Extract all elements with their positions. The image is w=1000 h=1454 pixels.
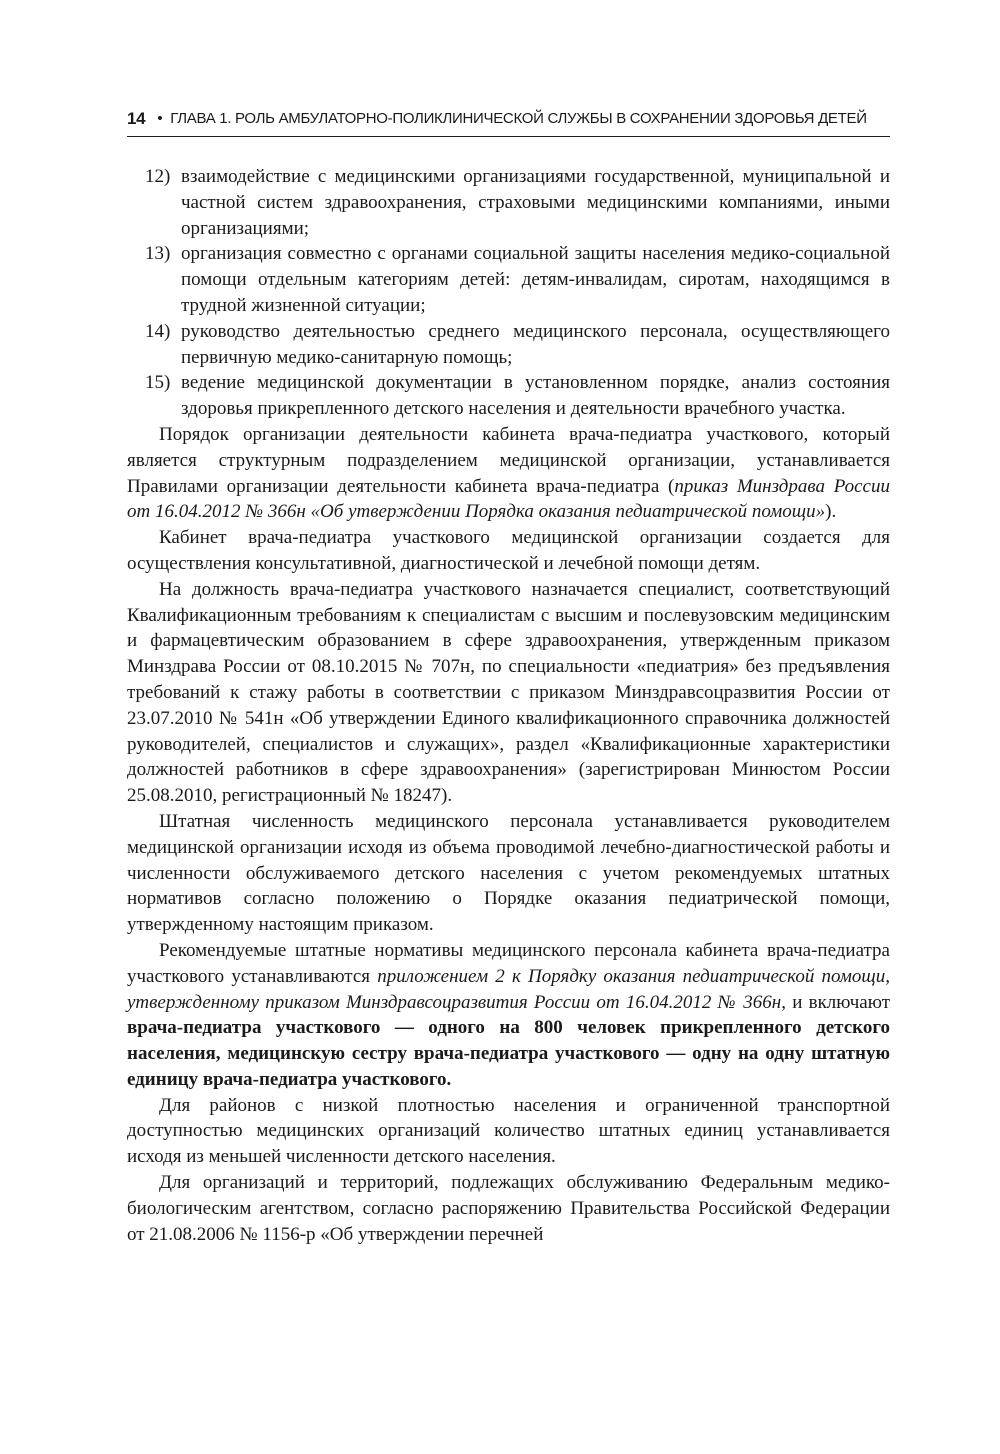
- list-item: [127, 164, 890, 241]
- list-item: [127, 370, 890, 422]
- list-item-number: 12): [145, 166, 171, 187]
- paragraph-tail: ).: [825, 501, 837, 523]
- header-bullet: •: [157, 110, 163, 127]
- paragraph-position: На должность врача-педиатра участкового назначается специалист, соответствующий Квалификационным требованиям к специалистам с высшим и послевузовским медицинским и фармацевтическим образованием в сфере здравоохранения, утвержденным приказом Минздрава России от 08.10.2015 № 707н, по специальности «педиатрия» без предъявления требований к стажу работы в соответствии с приказом Минздравсоцразвития России от 23.07.2010 № 541н «Об утверждении Единого квалификационного справочника должностей руководителей, специалистов и служащих», раздел «Квалификационные характеристики должностей работников в сфере здравоохранения» (зарегистрирован Минюстом России 25.08.2010, регистрационный № 18247).: [127, 578, 890, 807]
- paragraph-middle: , и включают: [781, 991, 890, 1013]
- running-title: ГЛАВА 1. РОЛЬ АМБУЛАТОРНО-ПОЛИКЛИНИЧЕСКОЙ СЛУЖБЫ В СОХРАНЕНИИ ЗДОРОВЬЯ ДЕТЕЙ: [170, 110, 867, 127]
- paragraph-text: Порядок организации деятельности кабинета врача-педиатра участкового, который является структурным подразделением медицинской организации, устанавливается Правилами организации деятельности кабинета врача-педиатра (: [127, 423, 890, 497]
- paragraph-staffing: Штатная численность медицинского персонала устанавливается руководителем медицинской организации исходя из объема проводимой лечебно-диагностической работы и численности обслуживаемого детского населения с учетом рекомендуемых штатных нормативов согласно положению о Порядке оказания педиатрической помощи, утвержденному настоящим приказом.: [127, 810, 890, 936]
- list-item-number: 13): [145, 243, 171, 265]
- paragraph-staff-norms: [127, 938, 890, 1093]
- list-item-text: организация совместно с органами социальной защиты населения медико-социальной помощи отдельным категориям детей: детям-инвалидам, сиротам, находящимся в трудной жизненной ситуации;: [181, 243, 890, 316]
- staff-norm-highlight: врача-педиатра участкового — одного на 800 человек прикрепленного детского населения, медицинскую сестру врача-педиатра участкового — одну на одну штатную единицу врача-педиатра участкового.: [127, 1017, 890, 1090]
- list-item-text: руководство деятельностью среднего медицинского персонала, осуществляющего первичную медико-санитарную помощь;: [181, 320, 890, 368]
- list-item: [127, 241, 890, 318]
- appendix-reference: приложением 2 к Порядку оказания педиатрической помощи, утвержденному приказом Минздравсоцразвития России от 16.04.2012 № 366н: [127, 965, 890, 1013]
- list-item-text: взаимодействие с медицинскими организациями государственной, муниципальной и частной систем здравоохранения, страховыми медицинскими компаниями, иными организациями;: [181, 166, 890, 239]
- paragraph-fmba: Для организаций и территорий, подлежащих обслуживанию Федеральным медико-биологическим агентством, согласно распоряжению Правительства Российской Федерации от 21.08.2006 № 1156-р «Об утверждении перечней: [127, 1172, 890, 1245]
- order-reference: приказ Минздрава России от 16.04.2012 № 366н «Об утверждении Порядка оказания педиатрической помощи»: [127, 475, 890, 523]
- paragraph-cabinet-order: [127, 422, 890, 525]
- list-item: [127, 319, 890, 371]
- list-item-text: ведение медицинской документации в установленном порядке, анализ состояния здоровья прикрепленного детского населения и деятельности врачебного участка.: [181, 372, 890, 420]
- list-item-number: 15): [145, 372, 171, 394]
- paragraph-cabinet-purpose: Кабинет врача-педиатра участкового медицинской организации создается для осуществления консультативной, диагностической и лечебной помощи детям.: [127, 527, 890, 574]
- paragraph-low-density: Для районов с низкой плотностью населения и ограниченной транспортной доступностью медицинских организаций количество штатных единиц устанавливается исходя из меньшей численности детского населения.: [127, 1094, 890, 1168]
- body-text: [127, 164, 890, 1247]
- page-number: 14: [127, 109, 146, 128]
- list-item-number: 14): [145, 320, 171, 342]
- paragraph-text: Рекомендуемые штатные нормативы медицинского персонала кабинета врача-педиатра участкового устанавливаются: [127, 939, 890, 987]
- running-header: [127, 110, 890, 137]
